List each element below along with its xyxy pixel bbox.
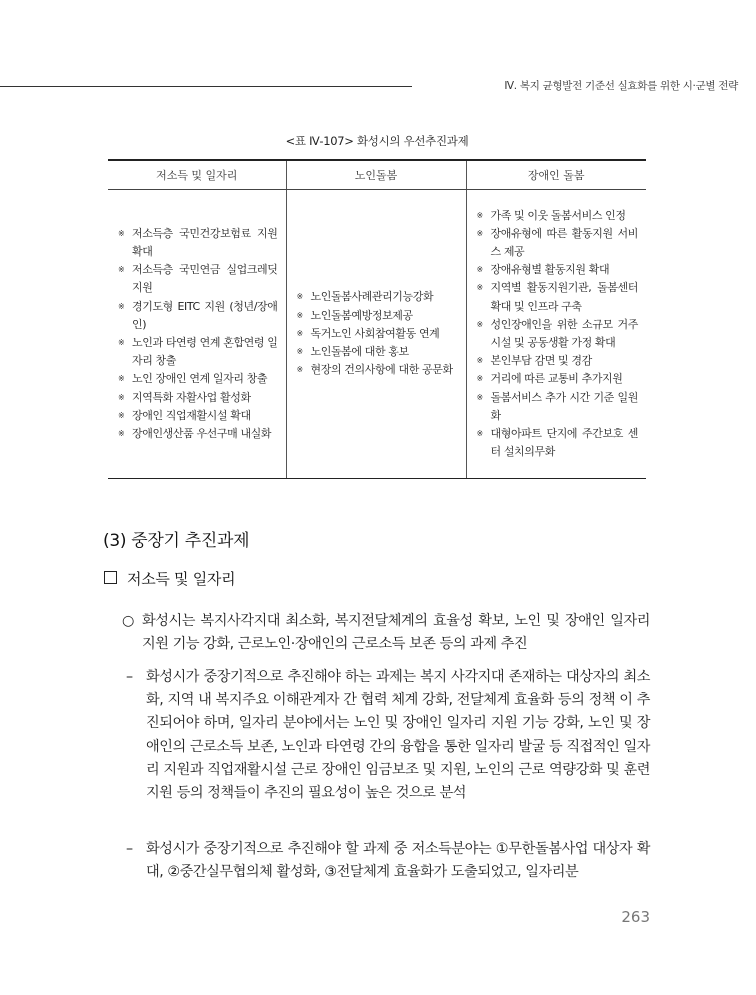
dash-paragraph-1-text: 화성시가 중장기적으로 추진해야 하는 과제는 복지 사각지대 존재하는 대상자의 최소화, 지역 내 복지주요 이해관계자 간 협력 체계 강화, 전달체계 효율화 등의 정책 이 추진되어야 하며, 일자리 분야에서는 노인 및 장애인 일자리 지원 기능 강화, 노인 및 장애인의 근로소득 보존, 노인과 타연령 간의 융합을 통한 일자리 발굴 등 직접적인 일자리 지원과 직업재활시설 근로 장애인 임금보조 및 지원, 노인의 근로 역량강화 및 훈련 지원 등의 정책들이 추진의 필요성이 높은 것으로 분석 [146,669,650,802]
list-item: ※ 지역특화 자활사업 활성화 [118,389,278,407]
list-item: ※ 노인과 타연령 연계 혼합연령 일자리 창출 [118,334,278,370]
table-caption: <표 Ⅳ-107> 화성시의 우선추진과제 [285,134,469,148]
table-cell-elderly-care [286,190,466,479]
list-item: ※ 돌봄서비스 추가 시간 기준 일원화 [477,389,639,425]
list-item: ※ 독거노인 사회참여활동 연계 [297,325,458,343]
list-item: ※ 노인돌봄에 대한 홍보 [297,343,458,361]
page-number: 263 [621,908,650,926]
dash-paragraph-2 [126,838,650,884]
list-item: ※ 대형아파트 단지에 주간보호 센터 설치의무화 [477,425,639,461]
column-header-low-income-jobs: 저소득 및 일자리 [108,160,286,190]
list-item: ※ 성인장애인을 위한 소규모 거주시설 및 공동생활 가정 확대 [477,316,639,352]
column-header-elderly-care: 노인돌봄 [286,160,466,190]
list-item: ※ 장애인생산품 우선구매 내실화 [118,425,278,443]
circle-bullet-paragraph [122,610,650,656]
dash-paragraph-2-text: 화성시가 중장기적으로 추진해야 할 과제 중 저소득분야는 ①무한돌봄사업 대상자 확대, ②중간실무협의체 활성화, ③전달체계 효율화가 도출되었고, 일자리분 [146,841,650,881]
list-item: ※ 현장의 건의사항에 대한 공문화 [297,361,458,379]
dash-bullet-icon: – [126,841,133,857]
column-header-disability-care: 장애인 돌봄 [466,160,646,190]
list-item: ※ 가족 및 이웃 돌봄서비스 인정 [477,207,639,225]
list-item: ※ 저소득층 국민연금 실업크레딧 지원 [118,261,278,297]
section-title: (3) 중장기 추진과제 [103,531,250,551]
list-item: ※ 노인돌봄예방정보제공 [297,307,458,325]
list-item: ※ 노인돌봄사례관리기능강화 [297,288,458,306]
list-item: ※ 저소득층 국민건강보험료 지원 확대 [118,225,278,261]
table-cell-disability-care [466,190,646,479]
circle-bullet-icon: ○ [122,613,134,629]
list-item: ※ 본인부담 감면 및 경감 [477,352,639,370]
dash-paragraph-1 [126,666,650,805]
priority-tasks-table [108,159,646,479]
list-item: ※ 경기도형 EITC 지원 (청년/장애인) [118,298,278,334]
square-bullet-icon [104,571,117,584]
subsection-title-text: 저소득 및 일자리 [127,570,236,588]
list-item: ※ 거리에 따른 교통비 추가지원 [477,370,639,388]
list-item: ※ 장애인 직업재활시설 확대 [118,407,278,425]
list-item: ※ 노인 장애인 연계 일자리 창출 [118,370,278,388]
list-item: ※ 장애유형별 활동지원 확대 [477,261,639,279]
list-item: ※ 장애유형에 따른 활동지원 서비스 제공 [477,225,639,261]
list-item: ※ 지역별 활동지원기관, 돌봄센터 확대 및 인프라 구축 [477,279,639,315]
running-header: Ⅳ. 복지 균형발전 기준선 실효화를 위한 시·군별 전략 [504,80,738,92]
header-rule [0,86,412,87]
table-cell-low-income-jobs [108,190,286,479]
dash-bullet-icon: – [126,669,133,685]
circle-bullet-text: 화성시는 복지사각지대 최소화, 복지전달체계의 효율성 확보, 노인 및 장애인 일자리 지원 기능 강화, 근로노인·장애인의 근로소득 보존 등의 과제 추진 [142,613,650,653]
subsection-title [104,568,235,589]
